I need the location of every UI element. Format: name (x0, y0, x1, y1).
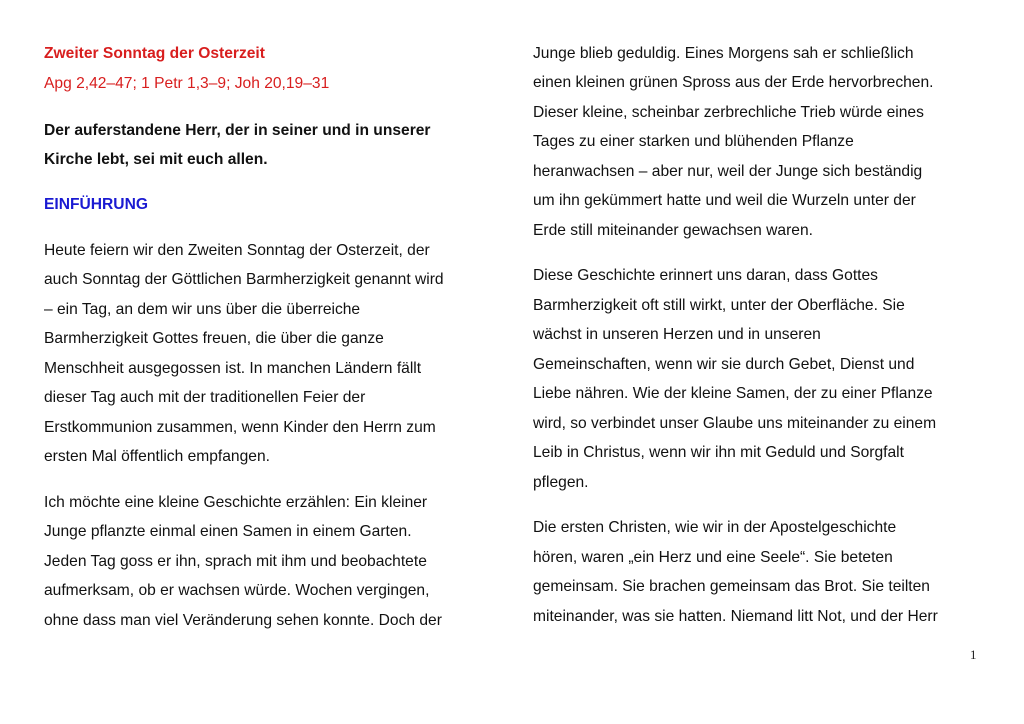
text-line: – ein Tag, an dem wir uns über die überreiche (44, 301, 361, 318)
text-line: um ihn gekümmert hatte und weil die Wurzeln unter der (533, 192, 916, 209)
text-line: ohne dass man viel Veränderung sehen konnte. Doch der (44, 612, 442, 629)
text-line: Leib in Christus, wenn wir ihn mit Geduld und Sorgfalt (533, 444, 904, 461)
text-line: Ich möchte eine kleine Geschichte erzählen: Ein kleiner (44, 494, 428, 511)
text-line: hören, waren „ein Herz und eine Seele“. Sie beteten (533, 549, 893, 566)
text-line: Barmherzigkeit Gottes freuen, die über die ganze (44, 330, 384, 347)
text-line: Erde still miteinander gewachsen waren. (533, 222, 813, 239)
text-line: Jeden Tag goss er ihn, sprach mit ihm und beobachtete (44, 553, 427, 570)
text-line: Barmherzigkeit oft still wirkt, unter der Oberfläche. Sie (533, 297, 905, 314)
text-line: aufmerksam, ob er wachsen würde. Wochen vergingen, (44, 582, 430, 599)
text-line: Junge pflanzte einmal einen Samen in einem Garten. (44, 523, 412, 540)
text-line: Heute feiern wir den Zweiten Sonntag der Osterzeit, der (44, 242, 430, 259)
scripture-readings: Apg 2,42–47; 1 Petr 1,3–9; Joh 20,19–31 (44, 75, 330, 92)
text-line: Diese Geschichte erinnert uns daran, dass Gottes (533, 267, 878, 284)
text-line: miteinander, was sie hatten. Niemand litt Not, und der Herr (533, 608, 938, 625)
text-line: Menschheit ausgegossen ist. In manchen Ländern fällt (44, 360, 422, 377)
text-line: gemeinsam. Sie brachen gemeinsam das Brot. Sie teilten (533, 578, 930, 595)
text-line: Tages zu einer starken und blühenden Pflanze (533, 133, 854, 150)
text-line: ersten Mal öffentlich empfangen. (44, 448, 270, 465)
text-line: Die ersten Christen, wie wir in der Apostelgeschichte (533, 519, 897, 536)
text-line: auch Sonntag der Göttlichen Barmherzigkeit genannt wird (44, 271, 444, 288)
page-number: 1 (970, 647, 977, 662)
greeting-line: Der auferstandene Herr, der in seiner und in unserer (44, 122, 431, 139)
document-title: Zweiter Sonntag der Osterzeit (44, 45, 265, 62)
text-line: wird, so verbindet unser Glaube uns miteinander zu einem (533, 415, 937, 432)
text-line: heranwachsen – aber nur, weil der Junge sich beständig (533, 163, 923, 180)
text-line: Gemeinschaften, wenn wir sie durch Gebet, Dienst und (533, 356, 915, 373)
text-line: dieser Tag auch mit der traditionellen Feier der (44, 389, 366, 406)
greeting-line: Kirche lebt, sei mit euch allen. (44, 151, 268, 168)
text-line: wächst in unseren Herzen und in unseren (533, 326, 821, 343)
text-line: Junge blieb geduldig. Eines Morgens sah er schließlich (533, 45, 914, 62)
text-line: Erstkommunion zusammen, wenn Kinder den Herrn zum (44, 419, 436, 436)
section-heading: EINFÜHRUNG (44, 196, 148, 213)
text-line: Dieser kleine, scheinbar zerbrechliche Trieb würde eines (533, 104, 924, 121)
text-line: einen kleinen grünen Spross aus der Erde hervorbrechen. (533, 74, 934, 91)
text-line: Liebe nähren. Wie der kleine Samen, der zu einer Pflanze (533, 385, 933, 402)
text-line: pflegen. (533, 474, 589, 491)
